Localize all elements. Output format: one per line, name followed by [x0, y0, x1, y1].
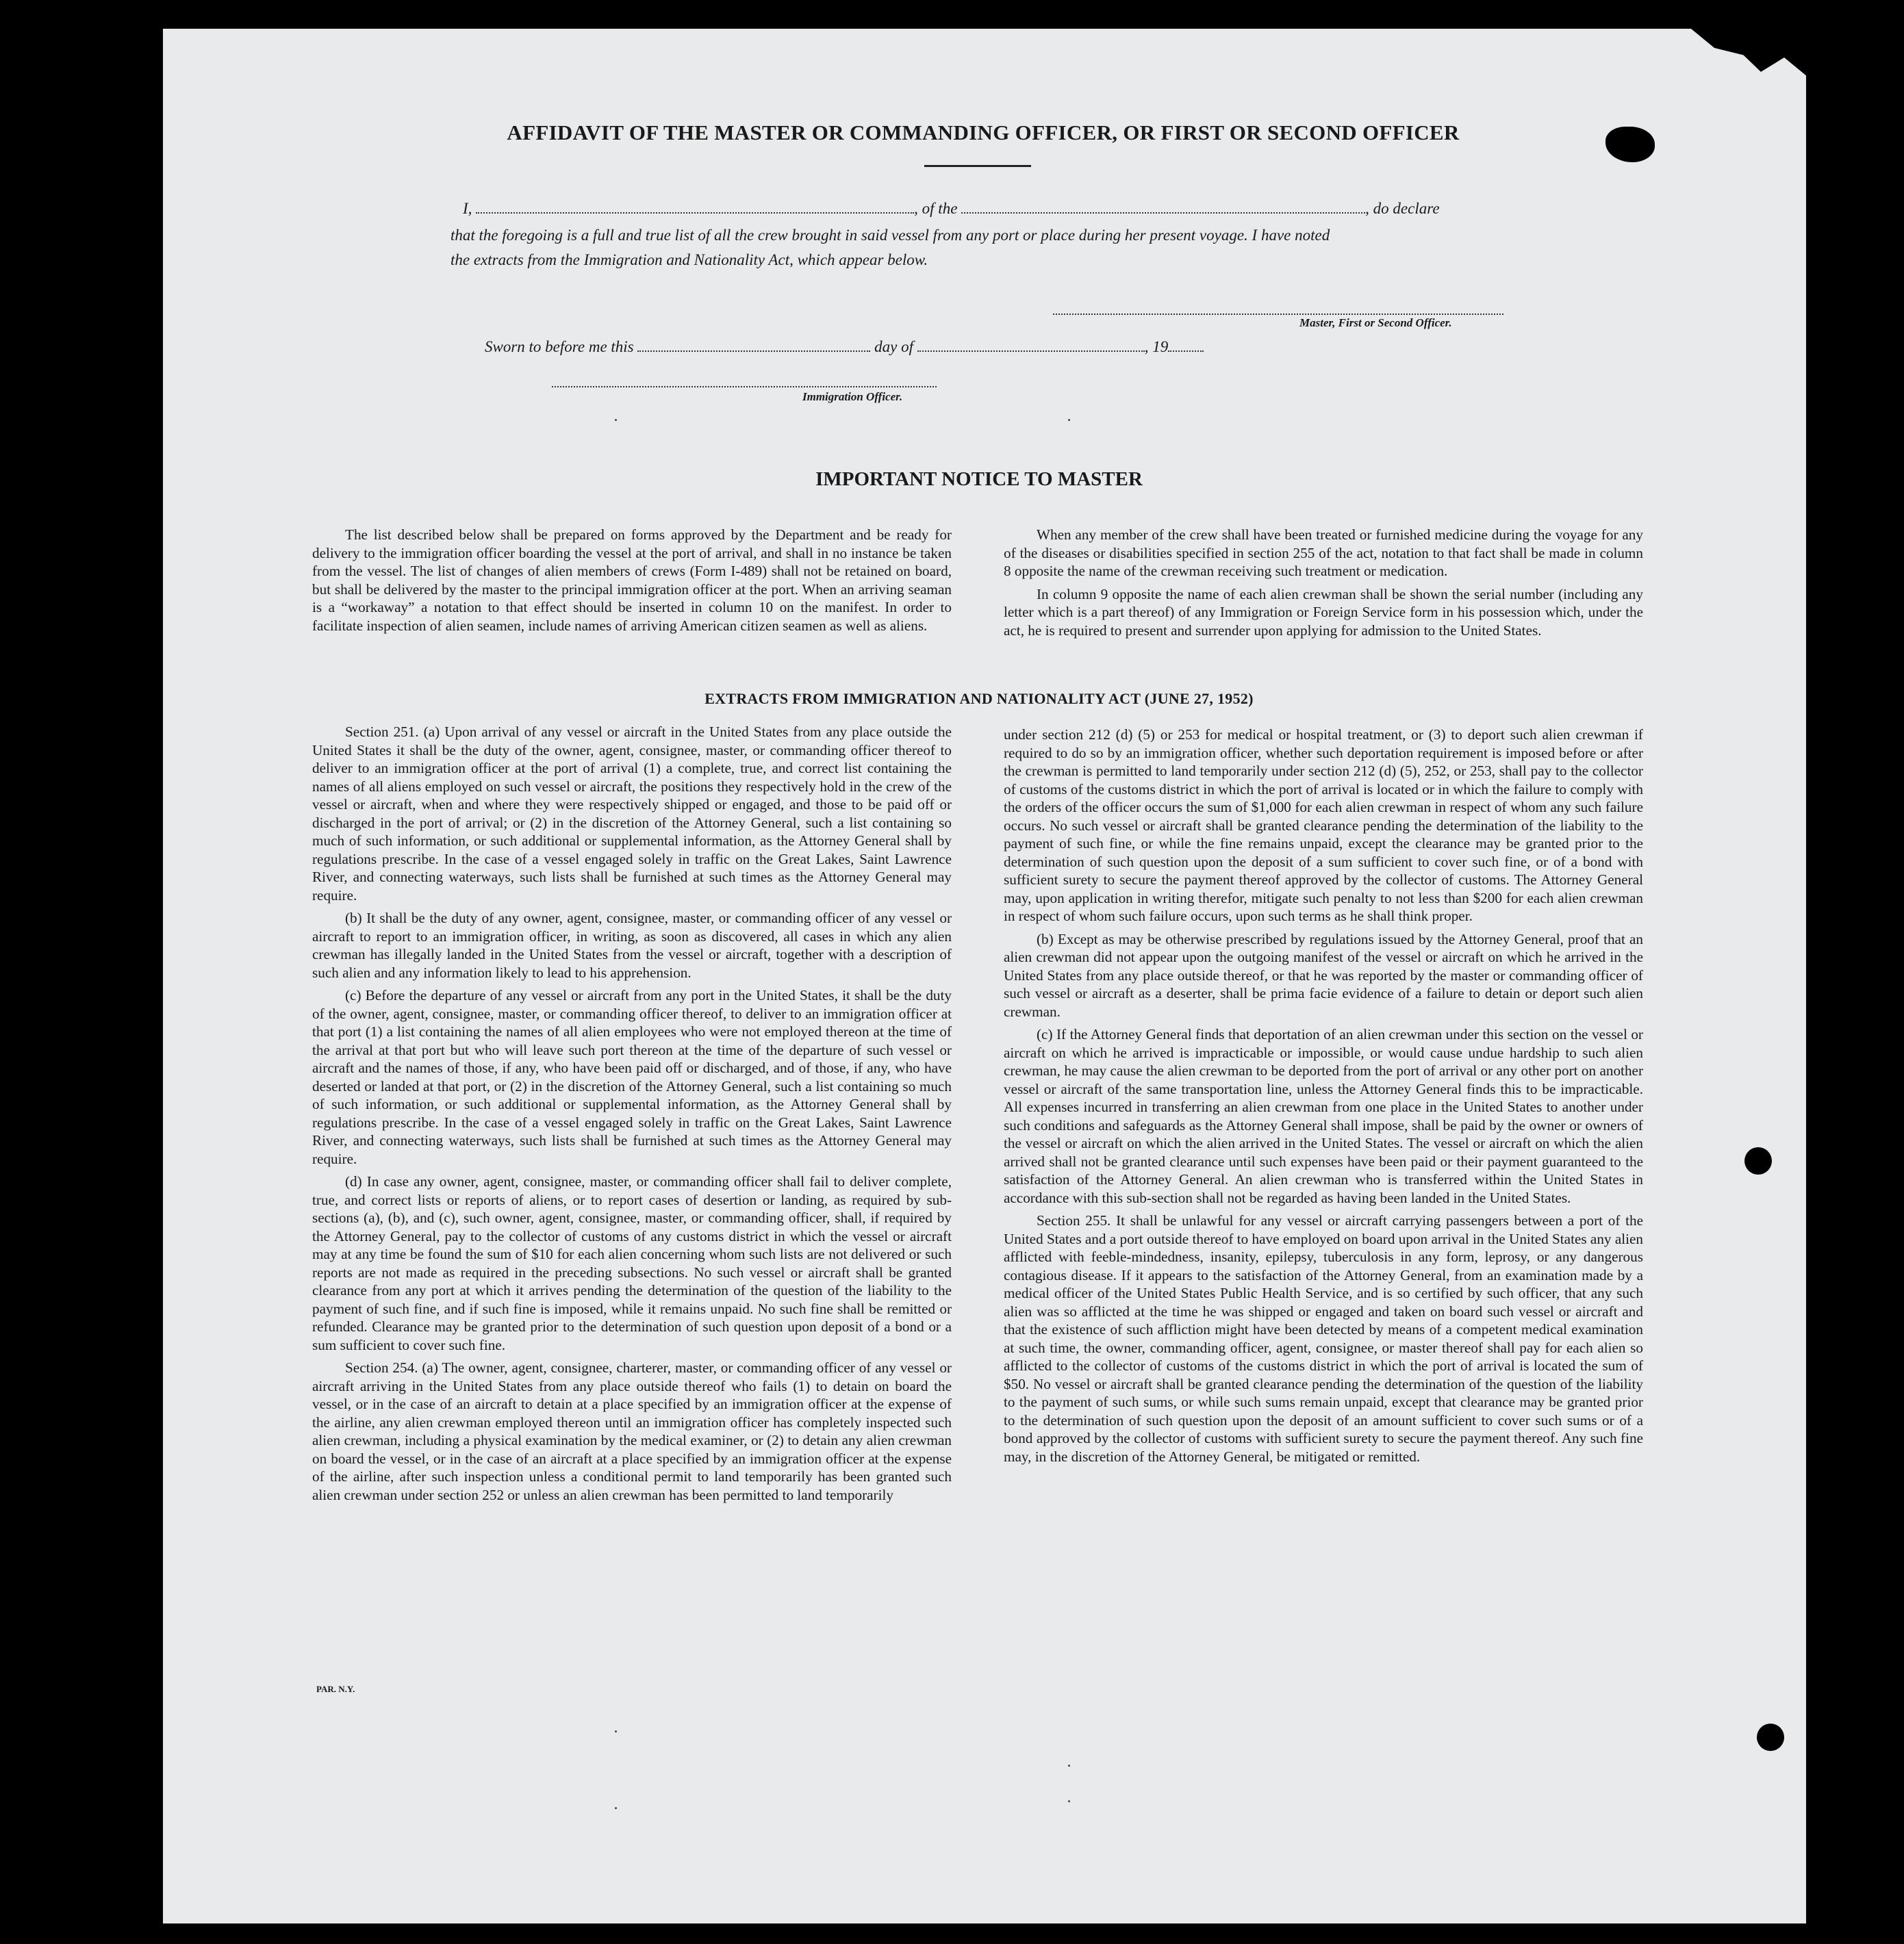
- notice-right-column: [1004, 526, 1643, 644]
- punch-hole-lower: [1757, 1724, 1784, 1751]
- officer-caption: Immigration Officer.: [802, 390, 903, 403]
- sworn-day-blank[interactable]: [637, 348, 870, 352]
- section-255: Section 255. It shall be unlawful for any vessel or aircraft carrying passengers between a port of the United States and a port outside thereof to have employed on board upon arrival in the United States any alien afflicted with feeble-mindedness, insanity, epilepsy, tuberculosis in any form, leprosy, or any dangerous contagious disease. If it appears to the satisfaction of the Attorney General, from an examination made by a medical officer of the United States Public Health Service, and is so certified by such officer, that any such alien was so afflicted at the time he was shipped or engaged and taken on board such vessel or aircraft and that the existence of such affliction might have been detected by means of a competent medical examination at such time, the owner, commanding officer, agent, consignee, or master thereof shall pay for each alien so afflicted to the collector of customs of the customs district in which the port of arrival is located the sum of $50. No vessel or aircraft shall be granted clearance pending the determination of the question of the liability to the payment of such sums, or while such sums remain unpaid, except that clearance may be granted prior to the determination of such question upon the deposit of an amount sufficient to cover such sums or of a bond approved by the collector of customs with sufficient surety to secure the payment thereof. Any such fine may, in the discretion of the Attorney General, be mitigated or remitted.: [1004, 1212, 1643, 1465]
- section-251-c: (c) Before the departure of any vessel or aircraft from any port in the United States, it shall be the duty of the owner, agent, consignee, master, or commanding officer thereof, to deliver to an immigration officer at that port (1) a list containing the names of all alien employees who were not employed thereon at the time of the arrival at that port but who will leave such port thereon at the time of the departure of such vessel or aircraft and the names of those, if any, who have been paid off or discharged, and of those, if any, who have deserted or landed at that port, or (2) in the discretion of the Attorney General, such a list containing so much of such information, or such additional or supplemental information, as the Attorney General shall by regulations prescribe. In the case of a vessel engaged solely in traffic on the Great Lakes, Saint Lawrence River, and connecting waterways, such lists shall be furnished at such times as the Attorney General may require.: [312, 987, 952, 1167]
- affidavit-line-3: the extracts from the Immigration and Nationality Act, which appear below.: [450, 251, 928, 268]
- section-254-c: (c) If the Attorney General finds that deportation of an alien crewman under this section on the vessel or aircraft on which he arrived is impracticable or impossible, or would cause undue hardship to such alien crewman, he may cause the alien crewman to be deported from the port of arrival or any other port on another vessel or aircraft of the same transportation line, unless the Attorney General finds this to be impracticable. All expenses incurred in transferring an alien crewman from one place in the United States to another under such conditions and safeguards as the Attorney General shall impose, shall be paid by the owner or owners of the vessel or aircraft on which the alien arrived in the United States. The vessel or aircraft on which the alien arrived shall not be granted clearance until such expenses have been paid or their payment guaranteed to the satisfaction of the Attorney General. An alien crewman who is transferred within the United States in accordance with this sub-section shall not be regarded as having been landed in the United States.: [1004, 1026, 1643, 1206]
- notice-right-paragraph-2: In column 9 opposite the name of each alien crewman shall be shown the serial number (including any letter which is a part thereof) of any Immigration or Foreign Service form in his possession which, under the act, he is required to present and surrender upon applying for admission to the United States.: [1004, 585, 1643, 639]
- title-rule: [924, 165, 1031, 167]
- vessel-blank[interactable]: [961, 209, 1365, 214]
- speck: [615, 1807, 617, 1809]
- extracts-left-column: [312, 723, 952, 1509]
- sworn-month-blank[interactable]: [917, 348, 1145, 352]
- affidavit-line-1: I, , of the , do declare: [463, 200, 1440, 217]
- name-blank[interactable]: [476, 209, 914, 214]
- punch-hole-upper: [1744, 1147, 1772, 1175]
- speck: [1068, 1765, 1070, 1767]
- sworn-line: Sworn to before me this day of , 19: [485, 338, 1204, 356]
- master-signature-line[interactable]: [1053, 312, 1503, 315]
- master-caption: Master, First or Second Officer.: [1299, 316, 1452, 329]
- notice-title: IMPORTANT NOTICE TO MASTER: [815, 468, 1143, 490]
- notice-left-paragraph: The list described below shall be prepared on forms approved by the Department and be ready for delivery to the immigration officer boarding the vessel at the port of arrival, and shall in no instance be taken from the vessel. The list of changes of alien members of crews (Form I-489) shall not be retained on board, but shall be delivered by the master to the principal immigration officer at the port. When an arriving seaman is a “workaway” a notation to that effect should be inserted in column 10 on the manifest. In order to facilitate inspection of alien seamen, include names of arriving American citizen seamen as well as aliens.: [312, 526, 952, 634]
- notice-left-column: [312, 526, 952, 639]
- sworn-year-blank[interactable]: [1168, 348, 1204, 352]
- extracts-right-column: [1004, 726, 1643, 1470]
- speck: [1068, 1800, 1070, 1802]
- section-251-a: Section 251. (a) Upon arrival of any vessel or aircraft in the United States from any place outside the United States it shall be the duty of the owner, agent, consignee, master, or commanding officer thereof to deliver to an immigration officer at the port of arrival (1) a complete, true, and correct list containing the names of all aliens employed on such vessel or aircraft, the positions they respectively hold in the crew of the vessel or aircraft, when and where they were respectively shipped or engaged, and those to be paid off or discharged in the port of arrival; or (2) in the discretion of the Attorney General, such a list containing so much of such information, or such additional or supplemental information, as the Attorney General shall by regulations prescribe. In the case of a vessel engaged solely in traffic on the Great Lakes, Saint Lawrence River, and connecting waterways, such lists shall be furnished at such times as the Attorney General may require.: [312, 724, 952, 904]
- extracts-title: EXTRACTS FROM IMMIGRATION AND NATIONALITY ACT (JUNE 27, 1952): [705, 690, 1254, 707]
- speck: [615, 419, 617, 421]
- section-254-a: Section 254. (a) The owner, agent, consignee, charterer, master, or commanding officer of any vessel or aircraft arriving in the United States from any place outside thereof who fails (1) to detain on board the vessel, or in the case of an aircraft to detain at a place specified by an immigration officer at the expense of the airline, any alien crewman employed thereon until an immigration officer has completely inspected such alien crewman, including a physical examination by the medical examiner, or (2) to detain any alien crewman on board the vessel, or in the case of an aircraft at a place specified by an immigration officer at the expense of the airline, after such inspection unless a conditional permit to land temporarily has been granted such alien crewman under section 252 or unless an alien crewman has been permitted to land temporarily: [312, 1359, 952, 1503]
- notice-right-paragraph-1: When any member of the crew shall have been treated or furnished medicine during the voyage for any of the diseases or disabilities specified in section 255 of the act, notation to that fact shall be made in column 8 opposite the name of the crewman receiving such treatment or medication.: [1004, 526, 1643, 579]
- section-254-a-continued: under section 212 (d) (5) or 253 for medical or hospital treatment, or (3) to deport such alien crewman if required to do so by an immigration officer, whether such deportation requirement is imposed before or after the crewman is permitted to land temporarily under section 212 (d) (5), 252, or 253, shall pay to the collector of customs of the customs district in which the port of arrival is located or in which the failure to comply with the orders of the officer occurs the sum of $1,000 for each alien crewman in respect of whom any such failure occurs. No such vessel or aircraft shall be granted clearance pending the determination of the liability to the payment of such fine, or while the fine remains unpaid, except the clearance may be granted prior to the determination of such question upon the deposit of a sum sufficient to cover such fine, or of a bond with sufficient surety to secure the payment thereof approved by the collector of customs. The Attorney General may, upon application in writing therefor, mitigate such penalty to not less than $200 for each alien crewman in respect of whom such failure occurs, upon such terms as he shall think proper.: [1004, 726, 1643, 924]
- speck: [1068, 419, 1070, 421]
- printer-mark: PAR. N.Y.: [316, 1684, 355, 1694]
- officer-signature-line[interactable]: [552, 385, 937, 387]
- section-254-b: (b) Except as may be otherwise prescribed by regulations issued by the Attorney General, proof that an alien crewman did not appear upon the outgoing manifest of the vessel or aircraft on which he arrived in the United States from any place outside thereof, or that he was reported by the master or commanding officer of such vessel or aircraft as a deserter, shall be prima facie evidence of a failure to detain or deport such alien crewman.: [1004, 930, 1643, 1020]
- section-251-b: (b) It shall be the duty of any owner, agent, consignee, master, or commanding officer of any vessel or aircraft to report to an immigration officer, in writing, as soon as discovered, all cases in which any alien crewman has illegally landed in the United States from the vessel or aircraft, together with a description of such alien and any information likely to lead to his apprehension.: [312, 910, 952, 981]
- speck: [615, 1730, 617, 1732]
- affidavit-title: AFFIDAVIT OF THE MASTER OR COMMANDING OFFICER, OR FIRST OR SECOND OFFICER: [507, 120, 1460, 144]
- affidavit-line-2: that the foregoing is a full and true list of all the crew brought in said vessel from any port or place during her present voyage. I have noted: [450, 227, 1330, 244]
- section-251-d: (d) In case any owner, agent, consignee, master, or commanding officer shall fail to deliver complete, true, and correct lists or reports of aliens, or to report cases of desertion or landing, as required by sub-sections (a), (b), and (c), such owner, agent, consignee, master, or commanding officer, shall, if required by the Attorney General, pay to the collector of customs of any customs district in which the vessel or aircraft may at any time be found the sum of $10 for each alien concerning whom such lists are not delivered or such reports are not made as required in the preceding subsections. No such vessel or aircraft shall be granted clearance from any port at which it arrives pending the determination of the question of the liability to the payment of such fine, and if such fine is imposed, while it remains unpaid. No such fine shall be remitted or refunded. Clearance may be granted prior to the determination of such question upon deposit of a bond or a sum sufficient to cover such fine.: [312, 1173, 952, 1353]
